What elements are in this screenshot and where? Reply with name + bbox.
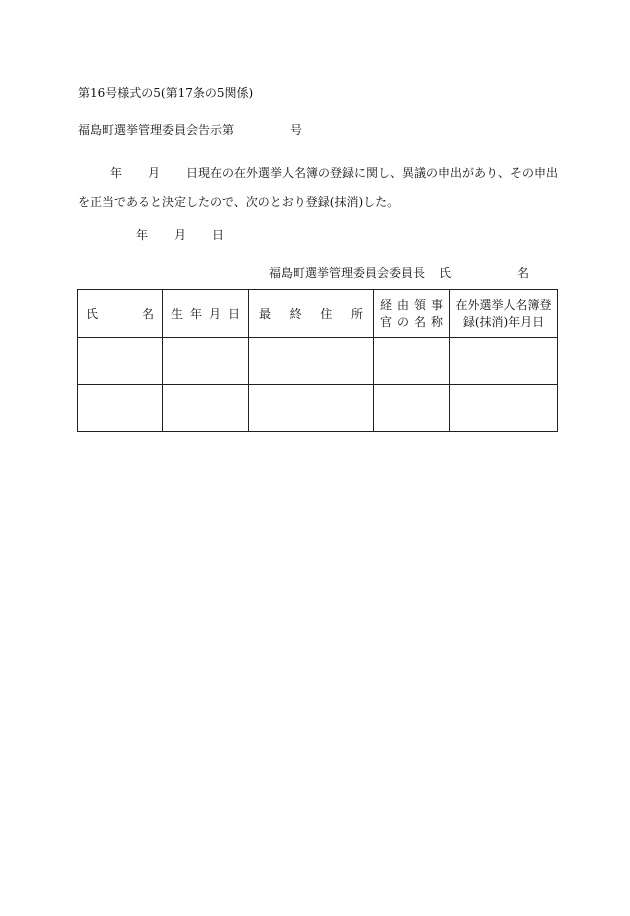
signer-name-label: 氏 (439, 266, 452, 280)
header-consulate: 経 由 領 事 官 の 名 称 (374, 290, 450, 338)
body-paragraph-line-1 (78, 164, 558, 181)
cell-name (78, 385, 163, 432)
date-day-label: 日 (212, 228, 225, 242)
header-name: 氏 名 (78, 290, 163, 338)
cell-name (78, 338, 163, 385)
table-row (78, 385, 558, 432)
cell-registration-date (450, 338, 558, 385)
signer-line (269, 264, 529, 281)
cell-consulate (374, 385, 450, 432)
cell-last-address (249, 338, 374, 385)
cell-registration-date (450, 385, 558, 432)
para-month-label: 月 (148, 166, 161, 180)
body-paragraph-line-2: を正当であると決定したので、次のとおり登録(抹消)した。 (78, 195, 400, 209)
cell-last-address (249, 385, 374, 432)
header-registration-date: 在外選挙人名簿登 録(抹消)年月日 (450, 290, 558, 338)
header-birthdate: 生 年 月 日 (163, 290, 249, 338)
header-last-address: 最 終 住 所 (249, 290, 374, 338)
notice-number-line (78, 121, 302, 138)
para-day-text: 日現在の在外選挙人名簿の登録に関し、異議の申出があり、その申出 (186, 166, 559, 180)
table-header-row (78, 290, 558, 338)
date-year-label: 年 (136, 228, 149, 242)
date-month-label: 月 (174, 228, 187, 242)
notice-suffix: 号 (290, 123, 303, 137)
para-year-label: 年 (110, 166, 123, 180)
cell-birthdate (163, 385, 249, 432)
cell-birthdate (163, 338, 249, 385)
signer-title: 福島町選挙管理委員会委員長 (269, 266, 426, 280)
signer-name-end: 名 (517, 266, 530, 280)
date-line (136, 226, 224, 243)
form-title: 第16号様式の5(第17条の5関係) (78, 86, 254, 100)
table-row (78, 338, 558, 385)
notice-prefix: 福島町選挙管理委員会告示第 (78, 123, 235, 137)
registry-table (77, 289, 558, 432)
cell-consulate (374, 338, 450, 385)
